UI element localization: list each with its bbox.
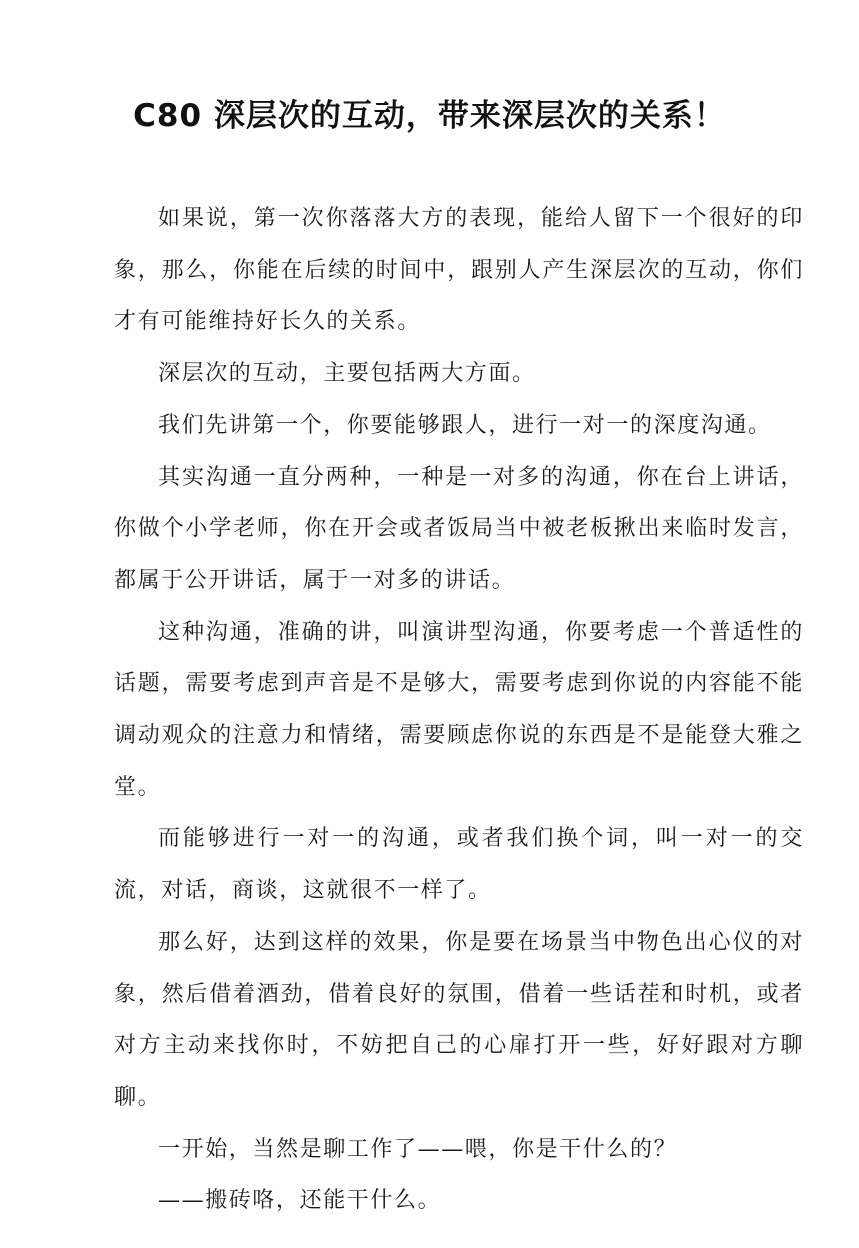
paragraph: 那么好，达到这样的效果，你是要在场景当中物色出心仪的对象，然后借着酒劲，借着良好的氛围，借着一些话茬和时机，或者对方主动来找你时，不妨把自己的心扉打开一些，好好跟对方聊聊。 — [114, 929, 804, 1110]
paragraph: 而能够进行一对一的沟通，或者我们换个词，叫一对一的交流，对话，商谈，这就很不一样了。 — [114, 826, 804, 904]
paragraph: ——搬砖咯，还能干什么。 — [158, 1188, 442, 1214]
paragraph: 其实沟通一直分两种，一种是一对多的沟通，你在台上讲话，你做个小学老师，你在开会或者饭局当中被老板揪出来临时发言，都属于公开讲话，属于一对多的讲话。 — [114, 464, 804, 593]
document-title: C80 深层次的互动，带来深层次的关系！ — [133, 98, 726, 134]
paragraph: 这种沟通，准确的讲，叫演讲型沟通，你要考虑一个普适性的话题，需要考虑到声音是不是够大，需要考虑到你说的内容能不能调动观众的注意力和情绪，需要顾虑你说的东西是不是能登大雅之堂。 — [114, 619, 804, 800]
paragraph: 如果说，第一次你落落大方的表现，能给人留下一个很好的印象，那么，你能在后续的时间中，跟别人产生深层次的互动，你们才有可能维持好长久的关系。 — [114, 206, 804, 335]
paragraph: 一开始，当然是聊工作了——喂，你是干什么的？ — [158, 1136, 678, 1162]
paragraph: 深层次的互动，主要包括两大方面。 — [158, 361, 536, 387]
paragraph: 我们先讲第一个，你要能够跟人，进行一对一的深度沟通。 — [158, 412, 772, 438]
document-body — [114, 193, 804, 1227]
